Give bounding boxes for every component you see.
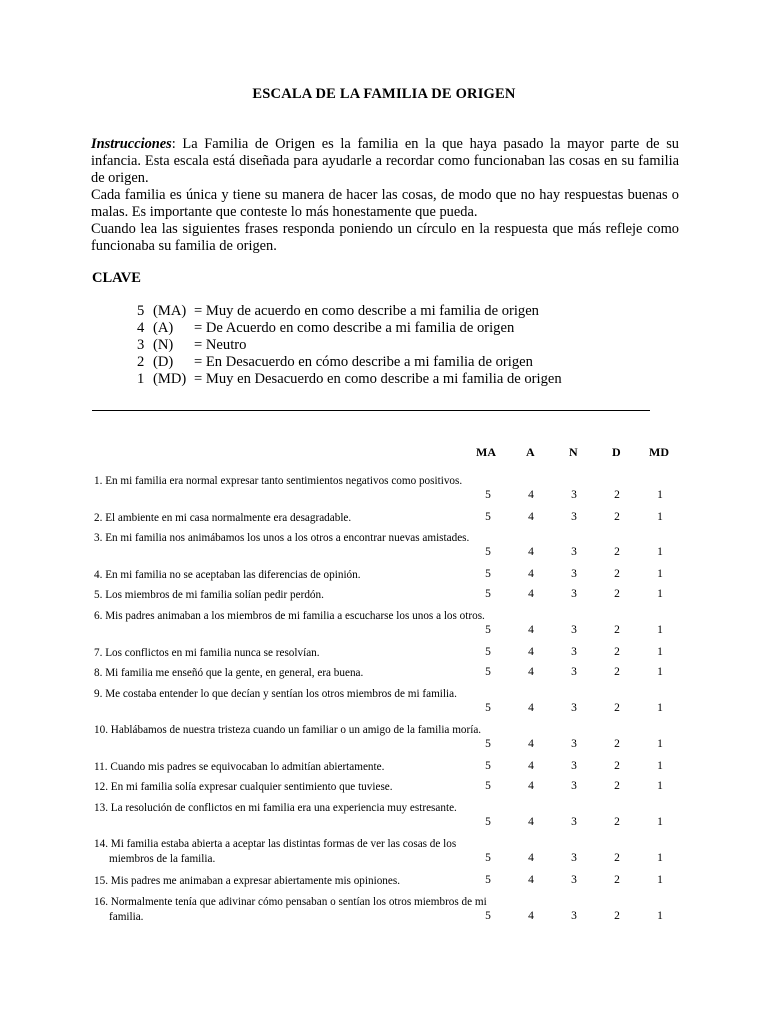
score-option-a[interactable]: 4 xyxy=(528,568,534,580)
key-heading: CLAVE xyxy=(92,270,141,286)
score-option-a[interactable]: 4 xyxy=(528,546,534,558)
score-option-ma[interactable]: 5 xyxy=(485,816,491,828)
score-option-d[interactable]: 2 xyxy=(614,780,620,792)
key-description: = En Desacuerdo en cómo describe a mi familia de origen xyxy=(194,354,533,370)
score-option-ma[interactable]: 5 xyxy=(485,780,491,792)
score-option-d[interactable]: 2 xyxy=(614,874,620,886)
key-code: (MA) xyxy=(153,303,187,319)
score-option-md[interactable]: 1 xyxy=(657,738,663,750)
item-text: 4. En mi familia no se aceptaban las diferencias de opinión. xyxy=(94,569,361,581)
score-option-md[interactable]: 1 xyxy=(657,511,663,523)
score-option-d[interactable]: 2 xyxy=(614,588,620,600)
column-header-n: N xyxy=(569,445,578,459)
score-option-ma[interactable]: 5 xyxy=(485,624,491,636)
score-option-ma[interactable]: 5 xyxy=(485,910,491,922)
score-option-n[interactable]: 3 xyxy=(571,780,577,792)
score-option-d[interactable]: 2 xyxy=(614,910,620,922)
score-option-ma[interactable]: 5 xyxy=(485,702,491,714)
score-option-n[interactable]: 3 xyxy=(571,568,577,580)
item-text: 8. Mi familia me enseñó que la gente, en general, era buena. xyxy=(94,667,364,679)
key-number: 5 xyxy=(137,303,145,319)
score-option-ma[interactable]: 5 xyxy=(485,511,491,523)
score-option-md[interactable]: 1 xyxy=(657,588,663,600)
score-option-a[interactable]: 4 xyxy=(528,646,534,658)
score-option-d[interactable]: 2 xyxy=(614,511,620,523)
item-text: 5. Los miembros de mi familia solían pedir perdón. xyxy=(94,589,324,601)
key-code: (MD) xyxy=(153,371,187,387)
score-option-ma[interactable]: 5 xyxy=(485,489,491,501)
score-option-md[interactable]: 1 xyxy=(657,760,663,772)
score-option-a[interactable]: 4 xyxy=(528,910,534,922)
score-option-n[interactable]: 3 xyxy=(571,852,577,864)
key-number: 3 xyxy=(137,337,145,353)
score-option-n[interactable]: 3 xyxy=(571,588,577,600)
key-description: = Muy de acuerdo en como describe a mi familia de origen xyxy=(194,303,539,319)
item-text: 15. Mis padres me animaban a expresar abiertamente mis opiniones. xyxy=(94,875,401,887)
score-option-md[interactable]: 1 xyxy=(657,816,663,828)
score-option-ma[interactable]: 5 xyxy=(485,760,491,772)
instructions-label: Instrucciones xyxy=(91,136,172,152)
key-description: = Neutro xyxy=(194,337,247,353)
score-option-a[interactable]: 4 xyxy=(528,511,534,523)
score-option-md[interactable]: 1 xyxy=(657,666,663,678)
item-text: 13. La resolución de conflictos en mi familia era una experiencia muy estresante. xyxy=(94,802,457,814)
score-option-n[interactable]: 3 xyxy=(571,874,577,886)
score-option-ma[interactable]: 5 xyxy=(485,588,491,600)
score-option-md[interactable]: 1 xyxy=(657,874,663,886)
instructions-paragraph-2: Cada familia es única y tiene su manera de hacer las cosas, de modo que no hay respuestas buenas o malas. Es importante que conteste lo más honestamente que pueda. xyxy=(91,187,679,220)
score-option-md[interactable]: 1 xyxy=(657,780,663,792)
score-option-n[interactable]: 3 xyxy=(571,760,577,772)
score-option-ma[interactable]: 5 xyxy=(485,666,491,678)
score-option-n[interactable]: 3 xyxy=(571,738,577,750)
instructions-paragraph-3: Cuando lea las siguientes frases responda poniendo un círculo en la respuesta que más refleje como funcionaba su familia de origen. xyxy=(91,221,679,254)
column-header-a: A xyxy=(526,445,535,459)
score-option-md[interactable]: 1 xyxy=(657,852,663,864)
score-option-a[interactable]: 4 xyxy=(528,666,534,678)
score-option-n[interactable]: 3 xyxy=(571,910,577,922)
item-text: 14. Mi familia estaba abierta a aceptar las distintas formas de ver las cosas de los miembros de la familia. xyxy=(94,838,457,865)
score-option-a[interactable]: 4 xyxy=(528,738,534,750)
score-option-ma[interactable]: 5 xyxy=(485,852,491,864)
score-option-d[interactable]: 2 xyxy=(614,738,620,750)
column-header-d: D xyxy=(612,445,621,459)
score-option-n[interactable]: 3 xyxy=(571,646,577,658)
item-text: 2. El ambiente en mi casa normalmente era desagradable. xyxy=(94,512,352,524)
score-option-md[interactable]: 1 xyxy=(657,910,663,922)
score-option-ma[interactable]: 5 xyxy=(485,874,491,886)
score-option-a[interactable]: 4 xyxy=(528,702,534,714)
score-option-md[interactable]: 1 xyxy=(657,489,663,501)
column-header-md: MD xyxy=(649,445,669,459)
score-option-md[interactable]: 1 xyxy=(657,702,663,714)
score-option-n[interactable]: 3 xyxy=(571,666,577,678)
score-option-d[interactable]: 2 xyxy=(614,489,620,501)
score-option-n[interactable]: 3 xyxy=(571,702,577,714)
score-option-n[interactable]: 3 xyxy=(571,511,577,523)
key-number: 4 xyxy=(137,320,145,336)
score-option-d[interactable]: 2 xyxy=(614,760,620,772)
item-text: 9. Me costaba entender lo que decían y sentían los otros miembros de mi familia. xyxy=(94,688,457,700)
item-text: 7. Los conflictos en mi familia nunca se resolvían. xyxy=(94,647,320,659)
key-code: (N) xyxy=(153,337,174,353)
score-option-d[interactable]: 2 xyxy=(614,624,620,636)
score-option-d[interactable]: 2 xyxy=(614,568,620,580)
score-option-d[interactable]: 2 xyxy=(614,646,620,658)
instructions-text-1: : La Familia de Origen es la familia en la que haya pasado la mayor parte de su infancia. Esta escala está diseñada para ayudarle a recordar como funcionaban las cosas en su familia de origen. xyxy=(91,136,679,186)
score-option-ma[interactable]: 5 xyxy=(485,546,491,558)
item-text: 1. En mi familia era normal expresar tanto sentimientos negativos como positivos. xyxy=(94,475,463,487)
item-text: 12. En mi familia solía expresar cualquier sentimiento que tuviese. xyxy=(94,781,393,793)
key-description: = Muy en Desacuerdo en como describe a mi familia de origen xyxy=(194,371,562,387)
key-code: (A) xyxy=(153,320,174,336)
key-code: (D) xyxy=(153,354,174,370)
column-header-ma: MA xyxy=(476,445,496,459)
page-title: ESCALA DE LA FAMILIA DE ORIGEN xyxy=(252,86,516,102)
score-option-a[interactable]: 4 xyxy=(528,852,534,864)
score-option-n[interactable]: 3 xyxy=(571,816,577,828)
score-option-d[interactable]: 2 xyxy=(614,702,620,714)
score-option-a[interactable]: 4 xyxy=(528,760,534,772)
score-option-d[interactable]: 2 xyxy=(614,816,620,828)
score-option-md[interactable]: 1 xyxy=(657,624,663,636)
score-option-a[interactable]: 4 xyxy=(528,780,534,792)
score-option-ma[interactable]: 5 xyxy=(485,646,491,658)
score-option-a[interactable]: 4 xyxy=(528,588,534,600)
key-description: = De Acuerdo en como describe a mi familia de origen xyxy=(194,320,515,336)
score-option-d[interactable]: 2 xyxy=(614,852,620,864)
score-option-ma[interactable]: 5 xyxy=(485,568,491,580)
score-option-n[interactable]: 3 xyxy=(571,489,577,501)
score-option-md[interactable]: 1 xyxy=(657,568,663,580)
score-option-a[interactable]: 4 xyxy=(528,816,534,828)
item-text: 16. Normalmente tenía que adivinar cómo pensaban o sentían los otros miembros de mi familia. xyxy=(94,896,487,923)
score-option-d[interactable]: 2 xyxy=(614,666,620,678)
score-option-a[interactable]: 4 xyxy=(528,489,534,501)
score-option-n[interactable]: 3 xyxy=(571,624,577,636)
item-text: 11. Cuando mis padres se equivocaban lo admitían abiertamente. xyxy=(94,761,385,773)
key-number: 2 xyxy=(137,354,145,370)
score-option-a[interactable]: 4 xyxy=(528,874,534,886)
score-option-ma[interactable]: 5 xyxy=(485,738,491,750)
score-option-md[interactable]: 1 xyxy=(657,546,663,558)
score-option-md[interactable]: 1 xyxy=(657,646,663,658)
score-option-n[interactable]: 3 xyxy=(571,546,577,558)
score-option-a[interactable]: 4 xyxy=(528,624,534,636)
score-option-d[interactable]: 2 xyxy=(614,546,620,558)
item-text: 10. Hablábamos de nuestra tristeza cuando un familiar o un amigo de la familia moría. xyxy=(94,724,482,736)
item-text: 3. En mi familia nos animábamos los unos a los otros a encontrar nuevas amistades. xyxy=(94,532,470,544)
item-text: 6. Mis padres animaban a los miembros de mi familia a escucharse los unos a los otros. xyxy=(94,610,485,622)
key-number: 1 xyxy=(137,371,145,387)
